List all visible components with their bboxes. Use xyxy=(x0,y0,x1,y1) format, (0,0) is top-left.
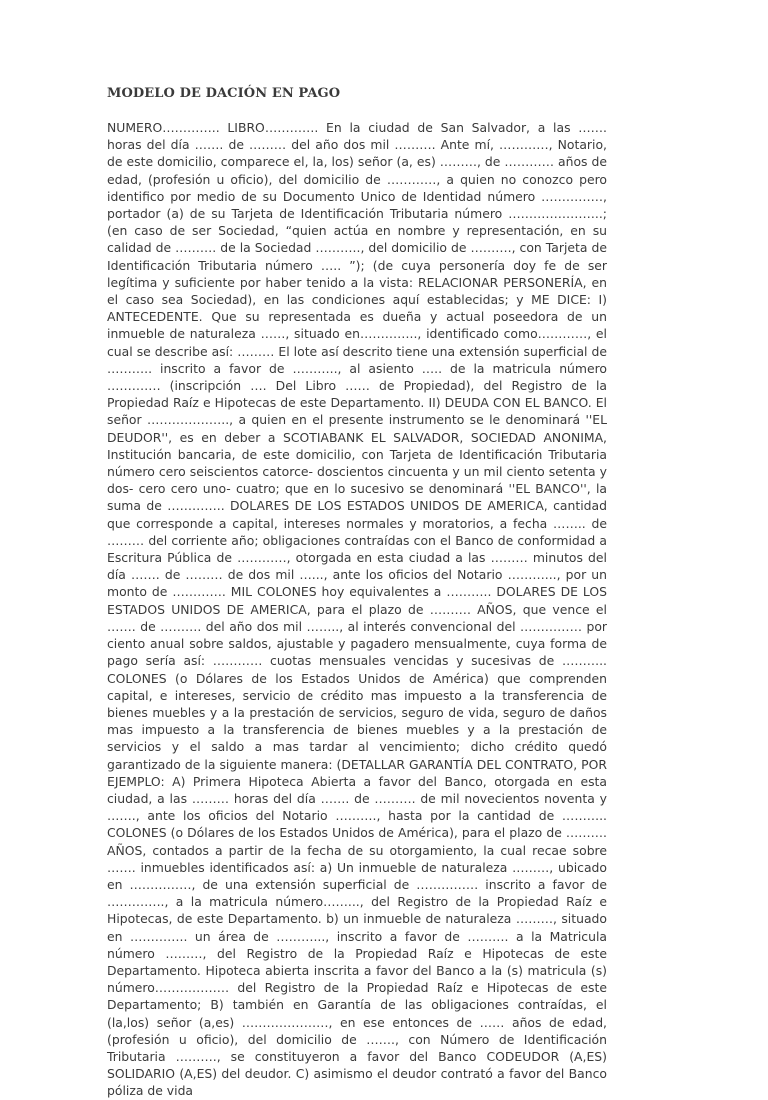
document-body-paragraph: NUMERO………….. LIBRO…………. En la ciudad de San Salvador, a las ……. horas del día ……. de ……… del año dos mil ………. Ante mí, …………, Notario, de este domicilio, comparece el, la, los) señor (a, es) ………, de ………… años de edad, (profesión u oficio), del domicilio de …………, a quien no conozco pero identifico por medio de su Documento Unico de Identidad número ……………, portador (a) de su Tarjeta de Identificación Tributaria número …………………..; (en caso de ser Sociedad, “quien actúa en nombre y representación, en su calidad de ………. de la Sociedad ……….., del domicilio de ………., con Tarjeta de Identificación Tributaria número ….. ”); (de cuya personería doy fe de ser legítima y suficiente por haber tenido a la vista: RELACIONAR PERSONERÍA, en el caso sea Sociedad), en las condiciones aquí establecidas; y ME DICE: I) ANTECEDENTE. Que su representada es dueña y actual poseedora de un inmueble de naturaleza ……, situado en………….., identificado como…………, el cual se describe así: ……… El lote así descrito tiene una extensión superficial de ……….. inscrito a favor de ……….., al asiento ….. de la matricula número …………. (inscripción …. Del Libro …… de Propiedad), del Registro de la Propiedad Raíz e Hipotecas de este Departamento. II) DEUDA CON EL BANCO. El señor ……………….., a quien en el presente instrumento se le denominará ''EL DEUDOR'', es en deber a SCOTIABANK EL SALVADOR, SOCIEDAD ANONIMA, Institución bancaria, de este domicilio, con Tarjeta de Identificación Tributaria número cero seiscientos catorce- doscientos cincuenta y un mil ciento setenta y dos- cero cero uno- cuatro; que en lo sucesivo se denominará ''EL BANCO'', la suma de ………….. DOLARES DE LOS ESTADOS UNIDOS DE AMERICA, cantidad que corresponde a capital, intereses normales y moratorios, a fecha …….. de ……… del corriente año; obligaciones contraídas con el Banco de conformidad a Escritura Pública de …………, otorgada en esta ciudad a las ……… minutos del día ……. de ……… de dos mil …..., ante los oficios del Notario ………..., por un monto de …………. MIL COLONES hoy equivalentes a ……….. DOLARES DE LOS ESTADOS UNIDOS DE AMERICA, para el plazo de ………. AÑOS, que vence el ……. de ………. del año dos mil …….., al interés convencional del …………… por ciento anual sobre saldos, ajustable y pagadero mensualmente, cuya forma de pago sería así: ………… cuotas mensuales vencidas y sucesivas de ……….. COLONES (o Dólares de los Estados Unidos de América) que comprenden capital, e intereses, servicio de crédito mas impuesto a la transferencia de bienes muebles y a la prestación de servicios, seguro de vida, seguro de daños mas impuesto a la transferencia de bienes muebles y a la prestación de servicios y el saldo a mas tardar al vencimiento; dicho crédito quedó garantizado de la siguiente manera: (DETALLAR GARANTÍA DEL CONTRATO, POR EJEMPLO: A) Primera Hipoteca Abierta a favor del Banco, otorgada en esta ciudad, a las ……… horas del día ……. de ………. de mil novecientos noventa y ……., ante los oficios del Notario ………., hasta por la cantidad de ……….. COLONES (o Dólares de los Estados Unidos de América), para el plazo de ………. AÑOS, contados a partir de la fecha de su otorgamiento, la cual recae sobre ……. inmuebles identificados así: a) Un inmueble de naturaleza ………, ubicado en ……………, de una extensión superficial de …………… inscrito a favor de ………….., a la matricula número……..., del Registro de la Propiedad Raíz e Hipotecas, de este Departamento. b) un inmueble de naturaleza ………, situado en ………….. un área de ………..., inscrito a favor de ………. a la Matricula número ………, del Registro de la Propiedad Raíz e Hipotecas de este Departamento. Hipoteca abierta inscrita a favor del Banco a la (s) matricula (s) número……………… del Registro de la Propiedad Raíz e Hipotecas de este Departamento; B) también en Garantía de las obligaciones contraídas, el (la,los) señor (a,es) …………………, en ese entonces de …… años de edad, (profesión u oficio), del domicilio de ……., con Número de Identificación Tributaria ………., se constituyeron a favor del Banco CODEUDOR (A,ES) SOLIDARIO (A,ES) del deudor. C) asimismo el deudor contrató a favor del Banco póliza de vida xyxy=(107,120,607,1099)
document-title: MODELO DE DACIÓN EN PAGO xyxy=(107,86,341,101)
